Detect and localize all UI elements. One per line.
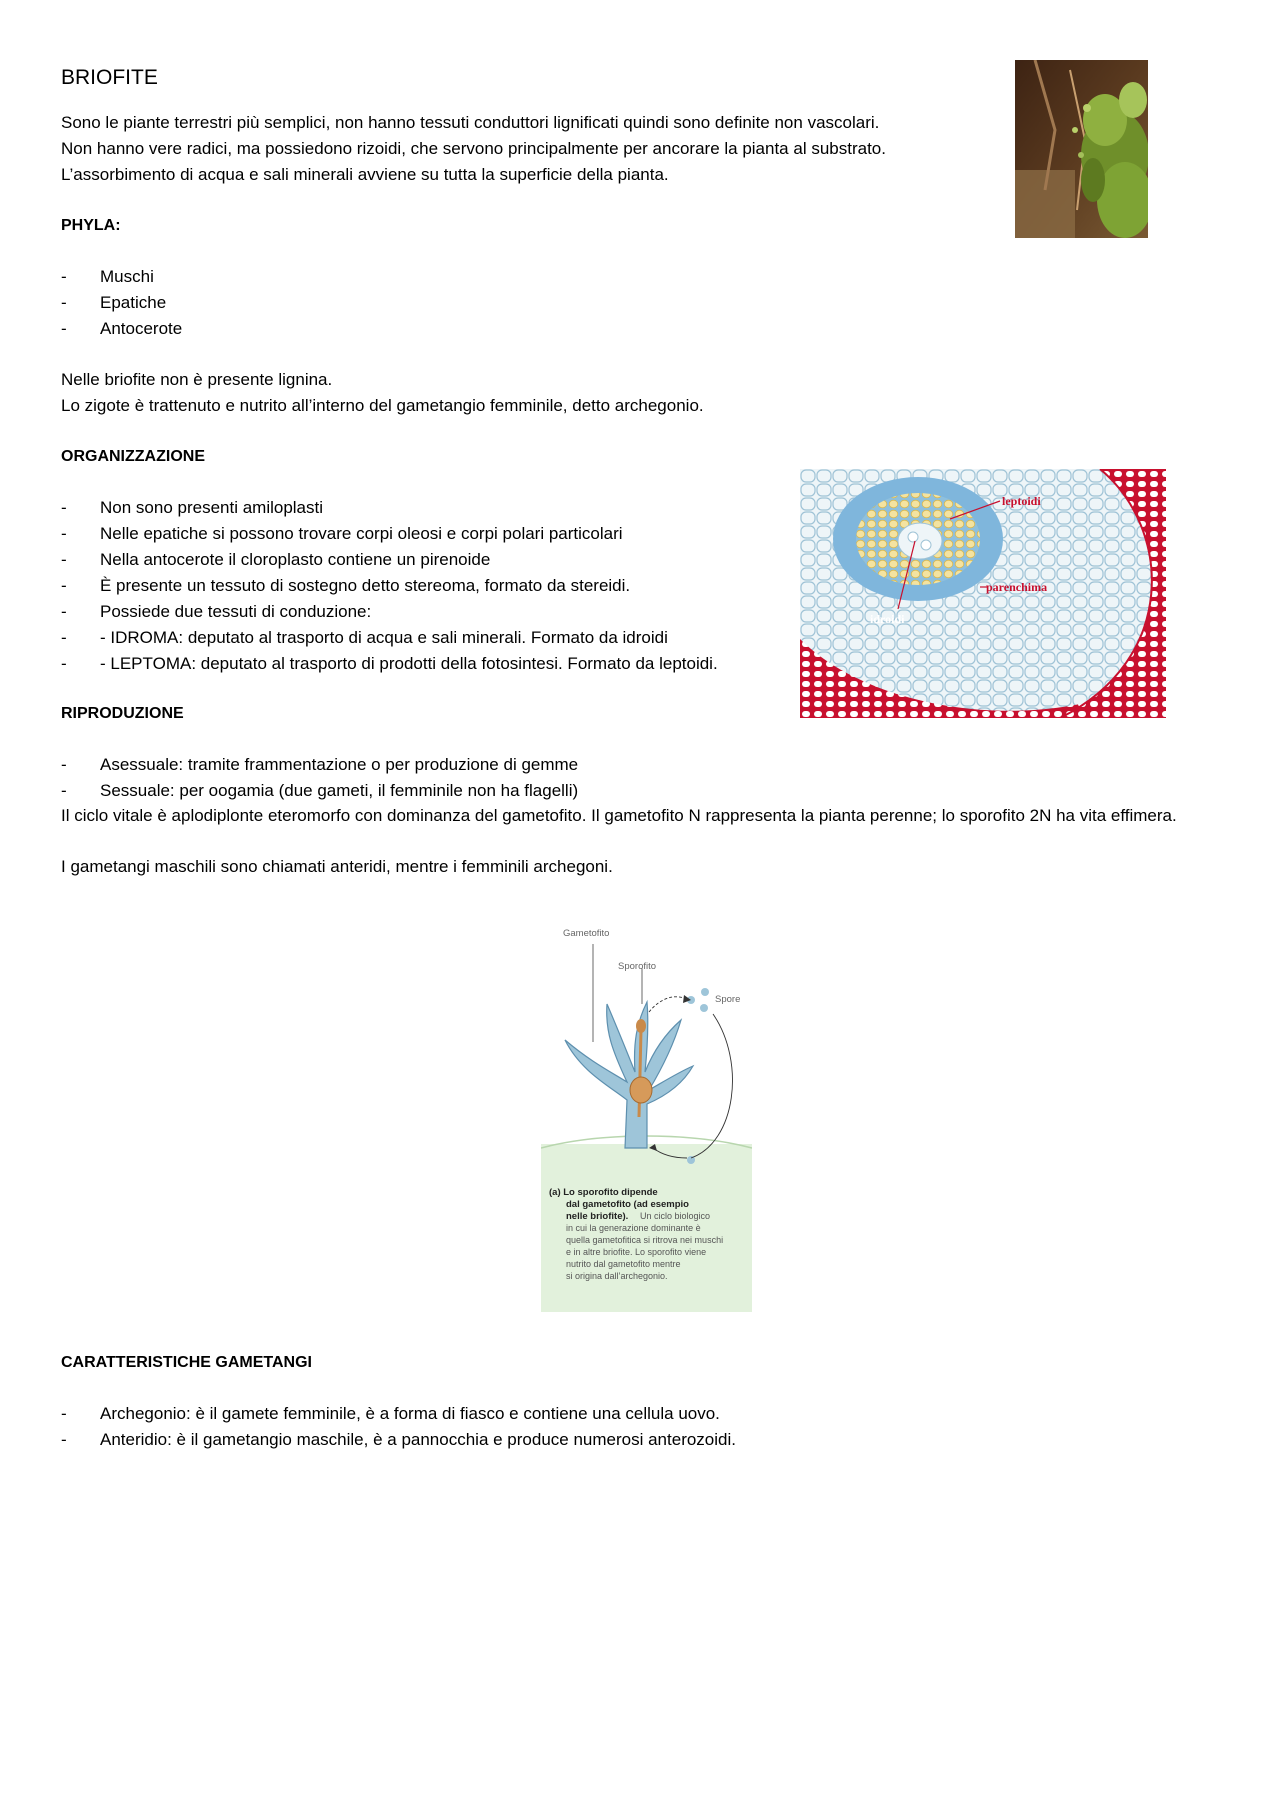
org-item-1: Non sono presenti amiloplasti: [100, 498, 324, 517]
idroidi-label: idroidi: [870, 612, 905, 626]
bullet-dash: -: [61, 654, 67, 673]
intro-line-2: Non hanno vere radici, ma possiedono rizoidi, che servono principalmente per ancorare la pianta al substrato.: [61, 139, 886, 158]
bullet-dash: -: [61, 524, 67, 543]
caption-bold-1: (a) Lo sporofito dipende: [549, 1187, 658, 1198]
life-cycle-figure: [541, 922, 752, 1312]
gametangi-item-archegonio: Archegonio: è il gamete femminile, è a forma di fiasco e contiene una cellula uovo.: [100, 1404, 720, 1423]
ripro-item-1: Asessuale: tramite frammentazione o per produzione di gemme: [100, 755, 579, 774]
caption-line-5: si origina dall’archegonio.: [566, 1271, 668, 1281]
bullet-dash: -: [61, 781, 67, 800]
bullet-dash: -: [61, 319, 67, 338]
bullet-dash: -: [61, 498, 67, 517]
bullet-dash: -: [61, 293, 67, 312]
spore-label: Spore: [715, 994, 741, 1005]
org-item-7: - LEPTOMA: deputato al trasporto di prodotti della fotosintesi. Formato da leptoidi.: [100, 654, 718, 673]
bullet-dash: -: [61, 602, 67, 621]
intro-line-3: L’assorbimento di acqua e sali minerali avviene su tutta la superficie della pianta.: [61, 165, 669, 184]
phyla-item-muschi: Muschi: [100, 267, 154, 286]
intro-line-1: Sono le piante terrestri più semplici, non hanno tessuti conduttori lignificati quindi sono definite non vascolari.: [61, 113, 880, 132]
ripro-item-2: Sessuale: per oogamia (due gameti, il femminile non ha flagelli): [100, 781, 579, 800]
bullet-dash: -: [61, 576, 67, 595]
org-item-3: Nella antocerote il cloroplasto contiene un pirenoide: [100, 550, 491, 569]
parenchima-label: parenchima: [986, 580, 1048, 594]
phyla-item-antocerote: Antocerote: [100, 319, 183, 338]
organizzazione-heading: ORGANIZZAZIONE: [61, 448, 205, 465]
moss-photo: [1015, 60, 1148, 238]
leptoidi-label: leptoidi: [1002, 494, 1041, 508]
sporofito-label: Sporofito: [618, 961, 657, 972]
org-item-2: Nelle epatiche si possono trovare corpi oleosi e corpi polari particolari: [100, 524, 623, 543]
org-item-5: Possiede due tessuti di conduzione:: [100, 602, 372, 621]
caption-bold-3: nelle briofite).: [566, 1211, 629, 1222]
gametangi-heading: CARATTERISTICHE GAMETANGI: [61, 1354, 312, 1371]
riproduzione-heading: RIPRODUZIONE: [61, 705, 184, 722]
note-line-1: Nelle briofite non è presente lignina.: [61, 370, 333, 389]
gametofito-label: Gametofito: [563, 928, 610, 939]
caption-line-3: e in altre briofite. Lo sporofito viene: [566, 1247, 707, 1257]
org-item-4: È presente un tessuto di sostegno detto stereoma, formato da stereidi.: [100, 576, 631, 595]
caption-tail: Un ciclo biologico: [640, 1211, 711, 1221]
bullet-dash: -: [61, 267, 67, 286]
note-line-2: Lo zigote è trattenuto e nutrito all’interno del gametangio femminile, detto archegonio.: [61, 396, 704, 415]
bullet-dash: -: [61, 1430, 67, 1449]
org-item-6: - IDROMA: deputato al trasporto di acqua e sali minerali. Formato da idroidi: [100, 628, 668, 647]
phyla-heading: PHYLA:: [61, 217, 121, 234]
bullet-dash: -: [61, 628, 67, 647]
bullet-dash: -: [61, 550, 67, 569]
gametangi-item-anteridio: Anteridio: è il gametangio maschile, è a pannocchia e produce numerosi anterozoidi.: [100, 1430, 736, 1449]
caption-bold-2: dal gametofito (ad esempio: [566, 1199, 689, 1210]
caption-line-4: nutrito dal gametofito mentre: [566, 1259, 681, 1269]
page-title: BRIOFITE: [61, 66, 158, 89]
gametangi-sentence: I gametangi maschili sono chiamati anteridi, mentre i femminili archegoni.: [61, 857, 613, 876]
caption-line-1: in cui la generazione dominante è: [566, 1223, 701, 1233]
phyla-item-epatiche: Epatiche: [100, 293, 167, 312]
stem-cross-section-figure: [800, 469, 1166, 718]
bullet-dash: -: [61, 755, 67, 774]
ciclo-vitale-paragraph: Il ciclo vitale è aplodiplonte eteromorfo con dominanza del gametofito. Il gametofito N rappresenta la pianta perenne; lo sporofito 2N ha vita effimera.: [61, 806, 1177, 825]
bullet-dash: -: [61, 1404, 67, 1423]
caption-line-2: quella gametofitica si ritrova nei muschi: [566, 1235, 724, 1245]
